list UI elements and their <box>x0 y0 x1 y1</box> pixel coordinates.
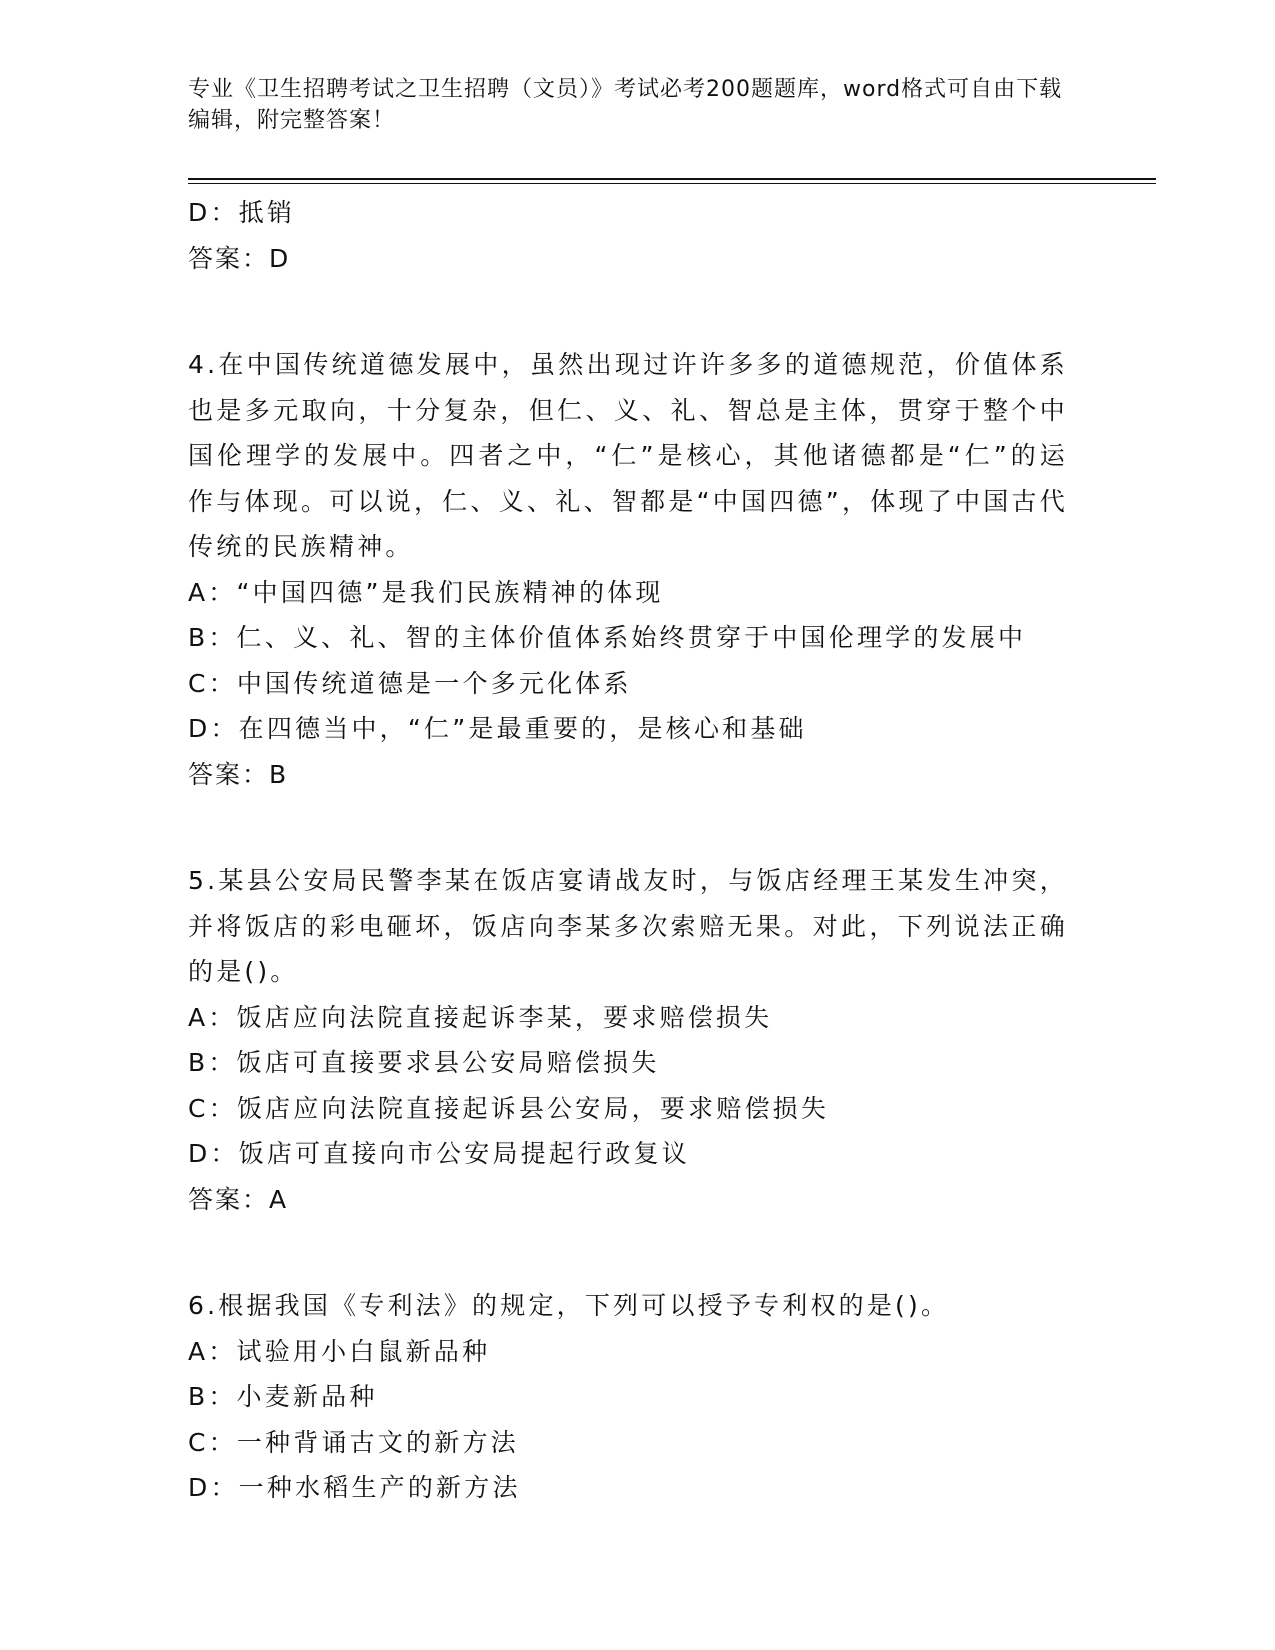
question-6 <box>188 1283 1068 1511</box>
header-text: 专业《卫生招聘考试之卫生招聘（文员）》考试必考200题题库，word格式可自由下载编辑，附完整答案！ <box>188 77 1063 133</box>
spacer <box>188 1222 1068 1283</box>
question-4-option-b: B：仁、义、礼、智的主体价值体系始终贯穿于中国伦理学的发展中 <box>188 623 1027 652</box>
question-5-option-b: B：饭店可直接要求县公安局赔偿损失 <box>188 1048 660 1077</box>
spacer <box>188 281 1068 342</box>
header-divider-thin <box>188 183 1156 184</box>
question-6-option-b: B：小麦新品种 <box>188 1382 378 1411</box>
question-4-stem: 4.在中国传统道德发展中，虽然出现过许许多多的道德规范，价值体系也是多元取向，十分复杂，但仁、义、礼、智总是主体，贯穿于整个中国伦理学的发展中。四者之中，“仁”是核心，其他诸德都是“仁”的运作与体现。可以说，仁、义、礼、智都是“中国四德”，体现了中国古代传统的民族精神。 <box>188 350 1068 561</box>
question-6-stem: 6.根据我国《专利法》的规定，下列可以授予专利权的是()。 <box>188 1291 950 1320</box>
question-6-option-a: A：试验用小白鼠新品种 <box>188 1336 491 1366</box>
page-header <box>188 74 1068 136</box>
question-4-option-c: C：中国传统道德是一个多元化体系 <box>188 668 632 698</box>
question-4 <box>188 342 1068 797</box>
question-6-option-c: C：一种背诵古文的新方法 <box>188 1427 519 1457</box>
question-5-option-a: A：饭店应向法院直接起诉李某，要求赔偿损失 <box>188 1002 773 1032</box>
question-5 <box>188 858 1068 1222</box>
header-divider <box>188 178 1156 180</box>
question-5-option-d: D：饭店可直接向市公安局提起行政复议 <box>188 1139 690 1168</box>
question-4-answer: 答案：B <box>188 759 289 789</box>
question-6-option-d: D：一种水稻生产的新方法 <box>188 1473 521 1502</box>
document-body <box>188 190 1068 1511</box>
question-4-option-d: D：在四德当中，“仁”是最重要的，是核心和基础 <box>188 714 807 743</box>
question-4-option-a: A：“中国四德”是我们民族精神的体现 <box>188 577 664 607</box>
prev-option-d: D：抵销 <box>188 198 296 227</box>
question-5-option-c: C：饭店应向法院直接起诉县公安局，要求赔偿损失 <box>188 1093 830 1123</box>
prev-answer: 答案：D <box>188 243 291 273</box>
question-5-answer: 答案：A <box>188 1184 289 1214</box>
spacer <box>188 797 1068 858</box>
question-5-stem: 5.某县公安局民警李某在饭店宴请战友时，与饭店经理王某发生冲突，并将饭店的彩电砸坏，饭店向李某多次索赔无果。对此，下列说法正确的是()。 <box>188 866 1068 986</box>
